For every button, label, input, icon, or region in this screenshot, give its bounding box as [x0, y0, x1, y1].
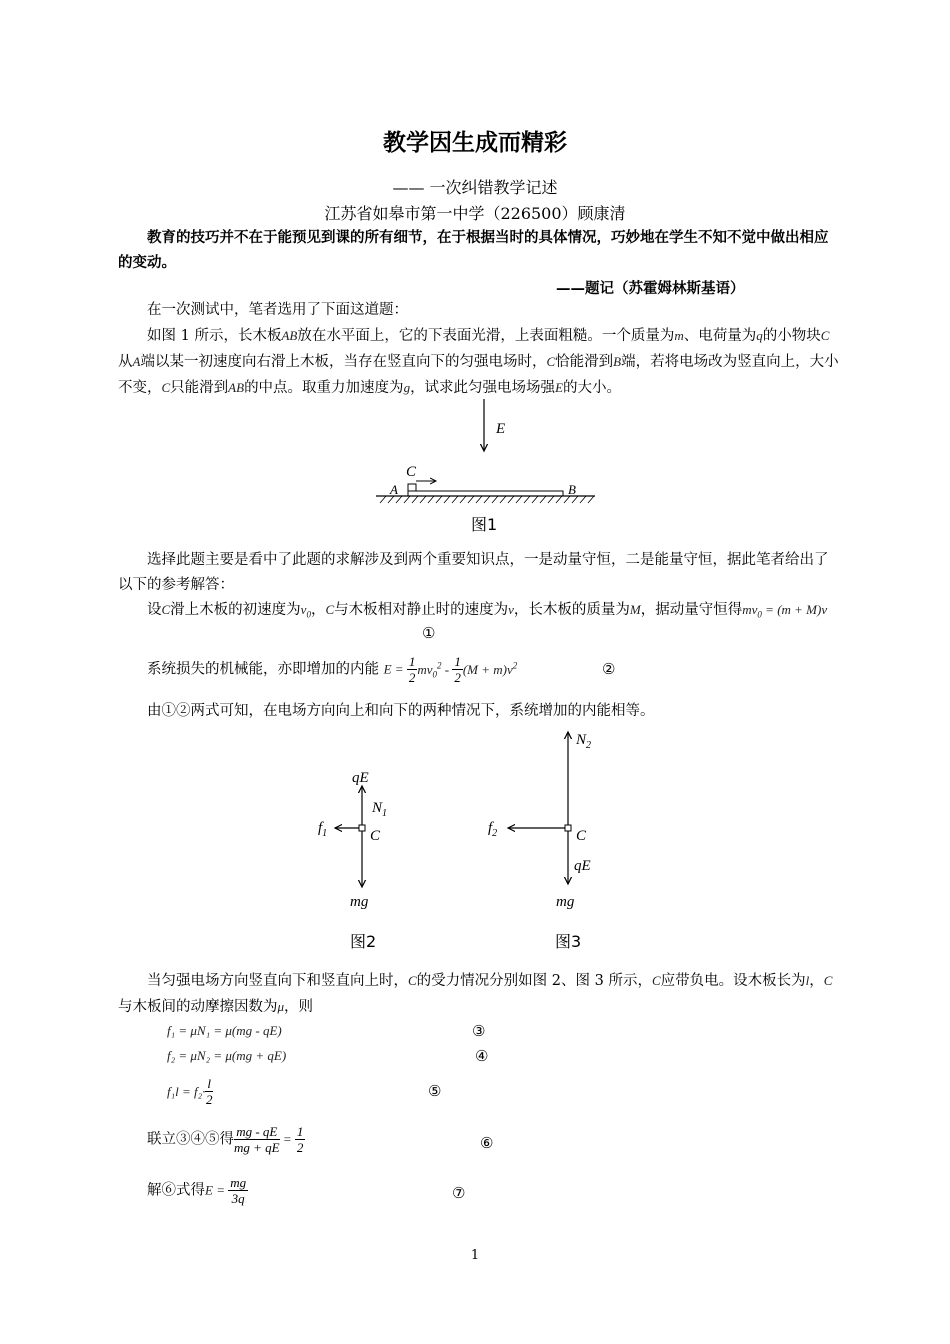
subtitle: —— 一次纠错教学记述 — [392, 178, 558, 197]
var-AB: AB — [281, 328, 298, 343]
problem-text: 、电荷量为 — [683, 328, 757, 344]
intro-paragraph: 在一次测试中，笔者选用了下面这道题： — [147, 302, 408, 318]
figure-3-caption: 图3 — [555, 932, 582, 951]
problem-text: 端以某一初速度向右滑上木板，当存在竖直向下的匀强电场时， — [140, 354, 547, 370]
fig2-label-qE: qE — [352, 770, 369, 786]
page-number: 1 — [470, 1248, 480, 1263]
var-C: C — [161, 380, 171, 395]
problem-text: 放在水平面上，它的下表面光滑，上表面粗糙。一个质量为 — [297, 328, 675, 344]
fig2-label-mg: mg — [350, 894, 369, 910]
fig1-label-E: E — [496, 421, 506, 437]
var-E: E — [555, 380, 564, 395]
ground-hatch — [380, 496, 594, 503]
analysis-paragraph: 当匀强电场方向竖直向下和竖直向上时，C的受力情况分别如图 2、图 3 所示，C应带负电。设木板长为l，C与木板间的动摩擦因数为μ，则 — [118, 973, 833, 1015]
figure-2 — [300, 760, 420, 920]
problem-text: 从 — [118, 354, 133, 370]
var-v0: $v_0$ — [300, 602, 311, 620]
fig3-label-f2: $f_2$ — [488, 820, 498, 839]
figure-3 — [480, 724, 620, 920]
var-C: C — [546, 354, 556, 369]
eq-number-4: ④ — [475, 1047, 489, 1065]
problem-text: 的大小。 — [563, 380, 622, 396]
eq-number-2: ② — [602, 660, 616, 678]
var-q: q — [756, 328, 763, 343]
epigraph-text: 教育的技巧并不在于能预见到课的所有细节，在于根据当时的具体情况，巧妙地在学生不知不觉中做出相应的变动。 — [118, 230, 829, 271]
fig1-label-C: C — [406, 464, 417, 480]
figure-2-caption: 图2 — [350, 932, 377, 951]
equation-3: f₁ = μN₁ = μ(mg - qE) — [167, 1023, 282, 1038]
var-M: M — [629, 602, 641, 617]
problem-paragraph — [118, 323, 840, 401]
fig1-label-A: A — [390, 482, 398, 497]
page-title: 教学因生成而精彩 — [383, 130, 567, 156]
problem-text: 只能滑到 — [170, 380, 229, 396]
var-C: C — [820, 328, 830, 343]
eq-number-3: ③ — [472, 1022, 486, 1040]
epigraph-source: ——题记（苏霍姆林斯基语） — [556, 281, 745, 297]
fig2-label-N1: $N_1$ — [372, 800, 388, 819]
eq-number-5: ⑤ — [428, 1082, 442, 1100]
problem-text: 恰能滑到 — [555, 354, 614, 370]
equation-7: 解⑥式得E = $\frac{mg}{3q}$ — [147, 1175, 247, 1206]
var-l: l — [805, 973, 810, 988]
fig3-label-qE: qE — [574, 858, 591, 874]
var-A: A — [132, 354, 141, 369]
var-AB: AB — [228, 380, 245, 395]
equation-1: $mv_0 = (m + M)v$ — [742, 602, 828, 620]
problem-text: 的小物块 — [762, 328, 821, 344]
block-C — [565, 825, 571, 831]
energy-line: 系统损失的机械能，亦即增加的内能 E = $\frac{1}{2}$ $mv_0^2$ - $\frac{1}{2}$ $(M + m)v^2$ — [147, 654, 518, 685]
var-m: m — [674, 328, 684, 343]
equation-5: f₁l = f₂· $\frac{l}{2}$ — [167, 1076, 213, 1107]
board-AB — [408, 491, 563, 496]
problem-text: 端，若将电场改为竖直向上，大小不变， — [118, 354, 839, 396]
problem-text: 的中点。取重力加速度为 — [244, 380, 404, 396]
fig2-label-f1: $f_1$ — [318, 820, 328, 839]
problem-text: 如图 1 所示，长木板 — [147, 328, 282, 344]
figure-1-caption: 图1 — [471, 515, 498, 534]
conclusion-paragraph: 由①②两式可知，在电场方向向上和向下的两种情况下，系统增加的内能相等。 — [147, 703, 655, 719]
choice-paragraph: 选择此题主要是看中了此题的求解涉及到两个重要知识点，一是动量守恒，二是能量守恒，据此笔者给出了以下的参考解答： — [118, 552, 829, 593]
equation-4: f₂ = μN₂ = μ(mg + qE) — [167, 1048, 287, 1063]
fig3-label-mg: mg — [556, 894, 575, 910]
problem-text: ，试求此匀强电场场强 — [410, 380, 556, 396]
eq-number-6: ⑥ — [480, 1134, 494, 1152]
var-mu: μ — [277, 999, 285, 1014]
var-g: g — [403, 380, 411, 395]
var-B: B — [613, 354, 622, 369]
eq-number-1: ① — [422, 624, 436, 642]
fig1-label-B: B — [568, 482, 576, 497]
fig3-label-C: C — [576, 828, 587, 844]
eq-number-7: ⑦ — [452, 1184, 466, 1202]
block-C — [359, 825, 365, 831]
equation-6: 联立③④⑤得 $\frac{mg - qE}{mg + qE}$ = $\frac{1}{2}$ — [147, 1124, 304, 1155]
solution-paragraph: 设C滑上木板的初速度为$v_0$，C与木板相对静止时的速度为v，长木板的质量为M，据动量守恒得$mv_0 = (m + M)v$ — [147, 602, 828, 620]
fig2-label-C: C — [370, 828, 381, 844]
author-line: 江苏省如皋市第一中学（226500）顾康清 — [324, 204, 626, 223]
var-v: v — [508, 602, 514, 617]
fig3-label-N2: $N_2$ — [576, 732, 592, 751]
